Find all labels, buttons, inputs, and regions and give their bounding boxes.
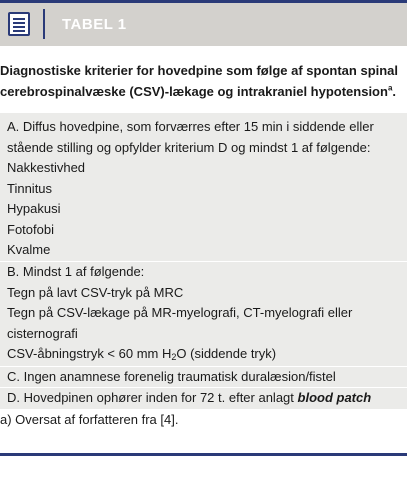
caption-text: Diagnostiske kriterier for hovedpine som følge af spontan spinal cerebrospinalvæske (CSV)-lækage og intrakraniel hypotension — [0, 63, 399, 99]
criterion-b-item: Tegn på lavt CSV-tryk på MRC — [7, 284, 184, 300]
criterion-b-item3-prefix: CSV-åbningstryk < 60 mm H — [7, 346, 172, 361]
document-icon — [8, 12, 30, 36]
criterion-b-intro: B. Mindst 1 af følgende: — [7, 264, 145, 279]
criterion-d-text: D. Hovedpinen ophører inden for 72 t. efter anlagt — [7, 390, 298, 405]
criterion-a — [0, 113, 407, 261]
criterion-a-item: Nakkestivhed — [7, 160, 86, 175]
caption-end: . — [392, 84, 397, 99]
criterion-a-item: Fotofobi — [7, 221, 54, 237]
criterion-b-item: Tegn på CSV-lækage på MR-myelografi, CT-myelografi eller — [7, 305, 353, 320]
criterion-d — [0, 388, 407, 409]
table-caption — [0, 60, 405, 102]
criterion-b-item — [7, 344, 407, 368]
criterion-a-item: Hypakusi — [7, 201, 61, 216]
criterion-d-emphasis: blood patch — [297, 390, 372, 405]
criterion-b-item3-suffix: O (siddende tryk) — [176, 346, 277, 361]
table-title: TABEL 1 — [62, 16, 127, 33]
criterion-d-line — [7, 388, 407, 409]
criterion-b-item: cisternografi — [7, 325, 78, 341]
criterion-a-intro-line2: stående stilling og opfylder kriterium D og mindst 1 af følgende: — [7, 139, 371, 155]
criterion-b — [0, 262, 407, 366]
criterion-c-text: C. Ingen anamnese forenelig traumatisk duralæsion/fistel — [7, 369, 336, 384]
header-divider — [43, 9, 45, 39]
criterion-b-item3-sub: 2 — [171, 352, 177, 362]
bottom-rule — [0, 453, 407, 456]
caption-footnote-marker: a — [387, 83, 393, 93]
criterion-c — [0, 367, 407, 387]
criterion-a-item: Kvalme — [7, 242, 51, 257]
criterion-a-intro-line1: A. Diffus hovedpine, som forværres efter 15 min i siddende eller — [7, 119, 374, 134]
table-header — [0, 3, 407, 46]
table-footnote: a) Oversat af forfatteren fra [4]. — [0, 412, 179, 427]
criterion-a-item: Tinnitus — [7, 180, 53, 196]
